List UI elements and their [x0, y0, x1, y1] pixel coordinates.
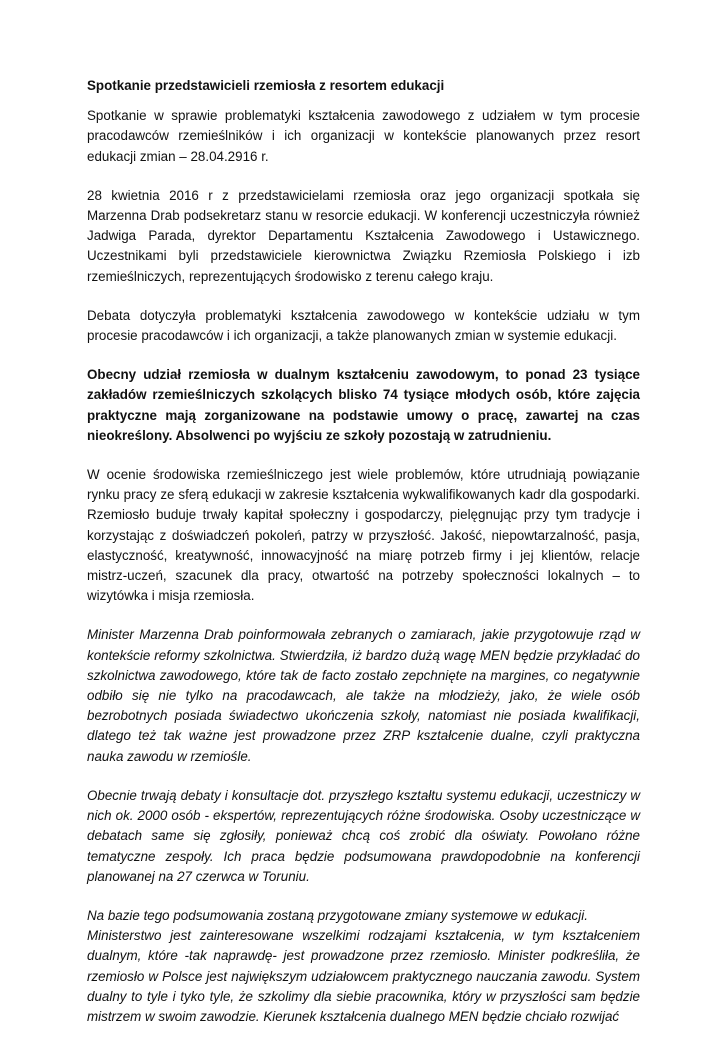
document-title: Spotkanie przedstawicieli rzemiosła z resortem edukacji [87, 78, 445, 93]
paragraph-meeting: 28 kwietnia 2016 r z przedstawicielami rzemiosła oraz jego organizacji spotkała się Marzenna Drab podsekretarz stanu w resorcie edukacji. W konferencji uczestniczyła również Jadwiga Parada, dyrektor Departamentu Kształcenia Zawodowego i Ustawicznego. Uczestnikami byli przedstawiciele kierownictwa Związku Rzemiosła Polskiego i izb rzemieślniczych, reprezentujących środowisko z terenu całego kraju. [87, 187, 640, 284]
paragraph-debate: Debata dotyczyła problematyki kształcenia zawodowego w kontekście udziału w tym procesie pracodawców i ich organizacji, a także planowanych zmian w systemie edukacji. [87, 307, 640, 344]
paragraph-consultations: Obecnie trwają debaty i konsultacje dot. przyszłego kształtu systemu edukacji, uczestniczy w nich ok. 2000 osób - ekspertów, reprezentujących różne środowiska. Osoby uczestniczące w debatach same się zgłosiły, ponieważ chcą coś zrobić dla oświaty. Powołano różne tematyczne zespoły. Ich praca będzie podsumowana prawdopodobnie na konferencji planowanej na 27 czerwca w Toruniu. [87, 787, 640, 884]
document-page [87, 76, 640, 1046]
paragraph-craft-problems: W ocenie środowiska rzemieślniczego jest wiele problemów, które utrudniają powiązanie rynku pracy ze sferą edukacji w zakresie kształcenia wykwalifikowanych kadr dla gospodarki. Rzemiosło buduje trwały kapitał społeczny i gospodarczy, pielęgnując przy tym tradycje i korzystając z doświadczeń pokoleń, patrzy w przyszłość. Jakość, niepowtarzalność, pasja, elastyczność, kreatywność, innowacyjność na miarę potrzeb firmy i jej klientów, relacje mistrz-uczeń, szacunek dla pracy, otwartość na potrzeby społeczności lokalnych – to wizytówka i misja rzemiosła. [87, 467, 640, 604]
paragraph-summary: Na bazie tego podsumowania zostaną przygotowane zmiany systemowe w edukacji. [87, 907, 588, 923]
paragraph-intro: Spotkanie w sprawie problematyki kształcenia zawodowego z udziałem w tym procesie pracodawców rzemieślników i ich organizacji w kontekście planowanych przez resort edukacji zmian – 28.04.2916 r. [87, 108, 640, 164]
paragraph-dual-education-stats: Obecny udział rzemiosła w dualnym kształceniu zawodowym, to ponad 23 tysiące zakładów rzemieślniczych szkolących blisko 74 tysiące młodych osób, które zajęcia praktyczne mają zorganizowane na podstawie umowy o pracę, zawartej na czas nieokreślony. Absolwenci po wyjściu ze szkoły pozostają w zatrudnieniu. [87, 367, 640, 443]
paragraph-minister-statement: Minister Marzenna Drab poinformowała zebranych o zamiarach, jakie przygotowuje rząd w kontekście reformy szkolnictwa. Stwierdziła, iż bardzo dużą wagę MEN będzie przykładać do szkolnictwa zawodowego, które tak de facto zostało zepchnięte na margines, co negatywnie odbiło się nie tylko na pracodawcach, ale także na młodzieży, jako, że wiele osób bezrobotnych posiada świadectwo ukończenia szkoły, natomiast nie posiada kwalifikacji, dlatego też tak ważne jest prowadzone przez ZRP kształcenie dualne, czyli praktyczna nauka zawodu w rzemiośle. [87, 627, 640, 764]
paragraph-ministry-interest: Ministerstwo jest zainteresowane wszelkimi rodzajami kształcenia, w tym kształceniem dualnym, które -tak naprawdę- jest prowadzone przez rzemiosło. Minister podkreśliła, że rzemiosło w Polsce jest największym udziałowcem praktycznego nauczania zawodu. System dualny to tyle i tyko tyle, że szkolimy dla siebie pracownika, który w przyszłości sam będzie mistrzem w swoim zawodzie. Kierunek kształcenia dualnego MEN będzie chciało rozwijać [87, 928, 640, 1024]
